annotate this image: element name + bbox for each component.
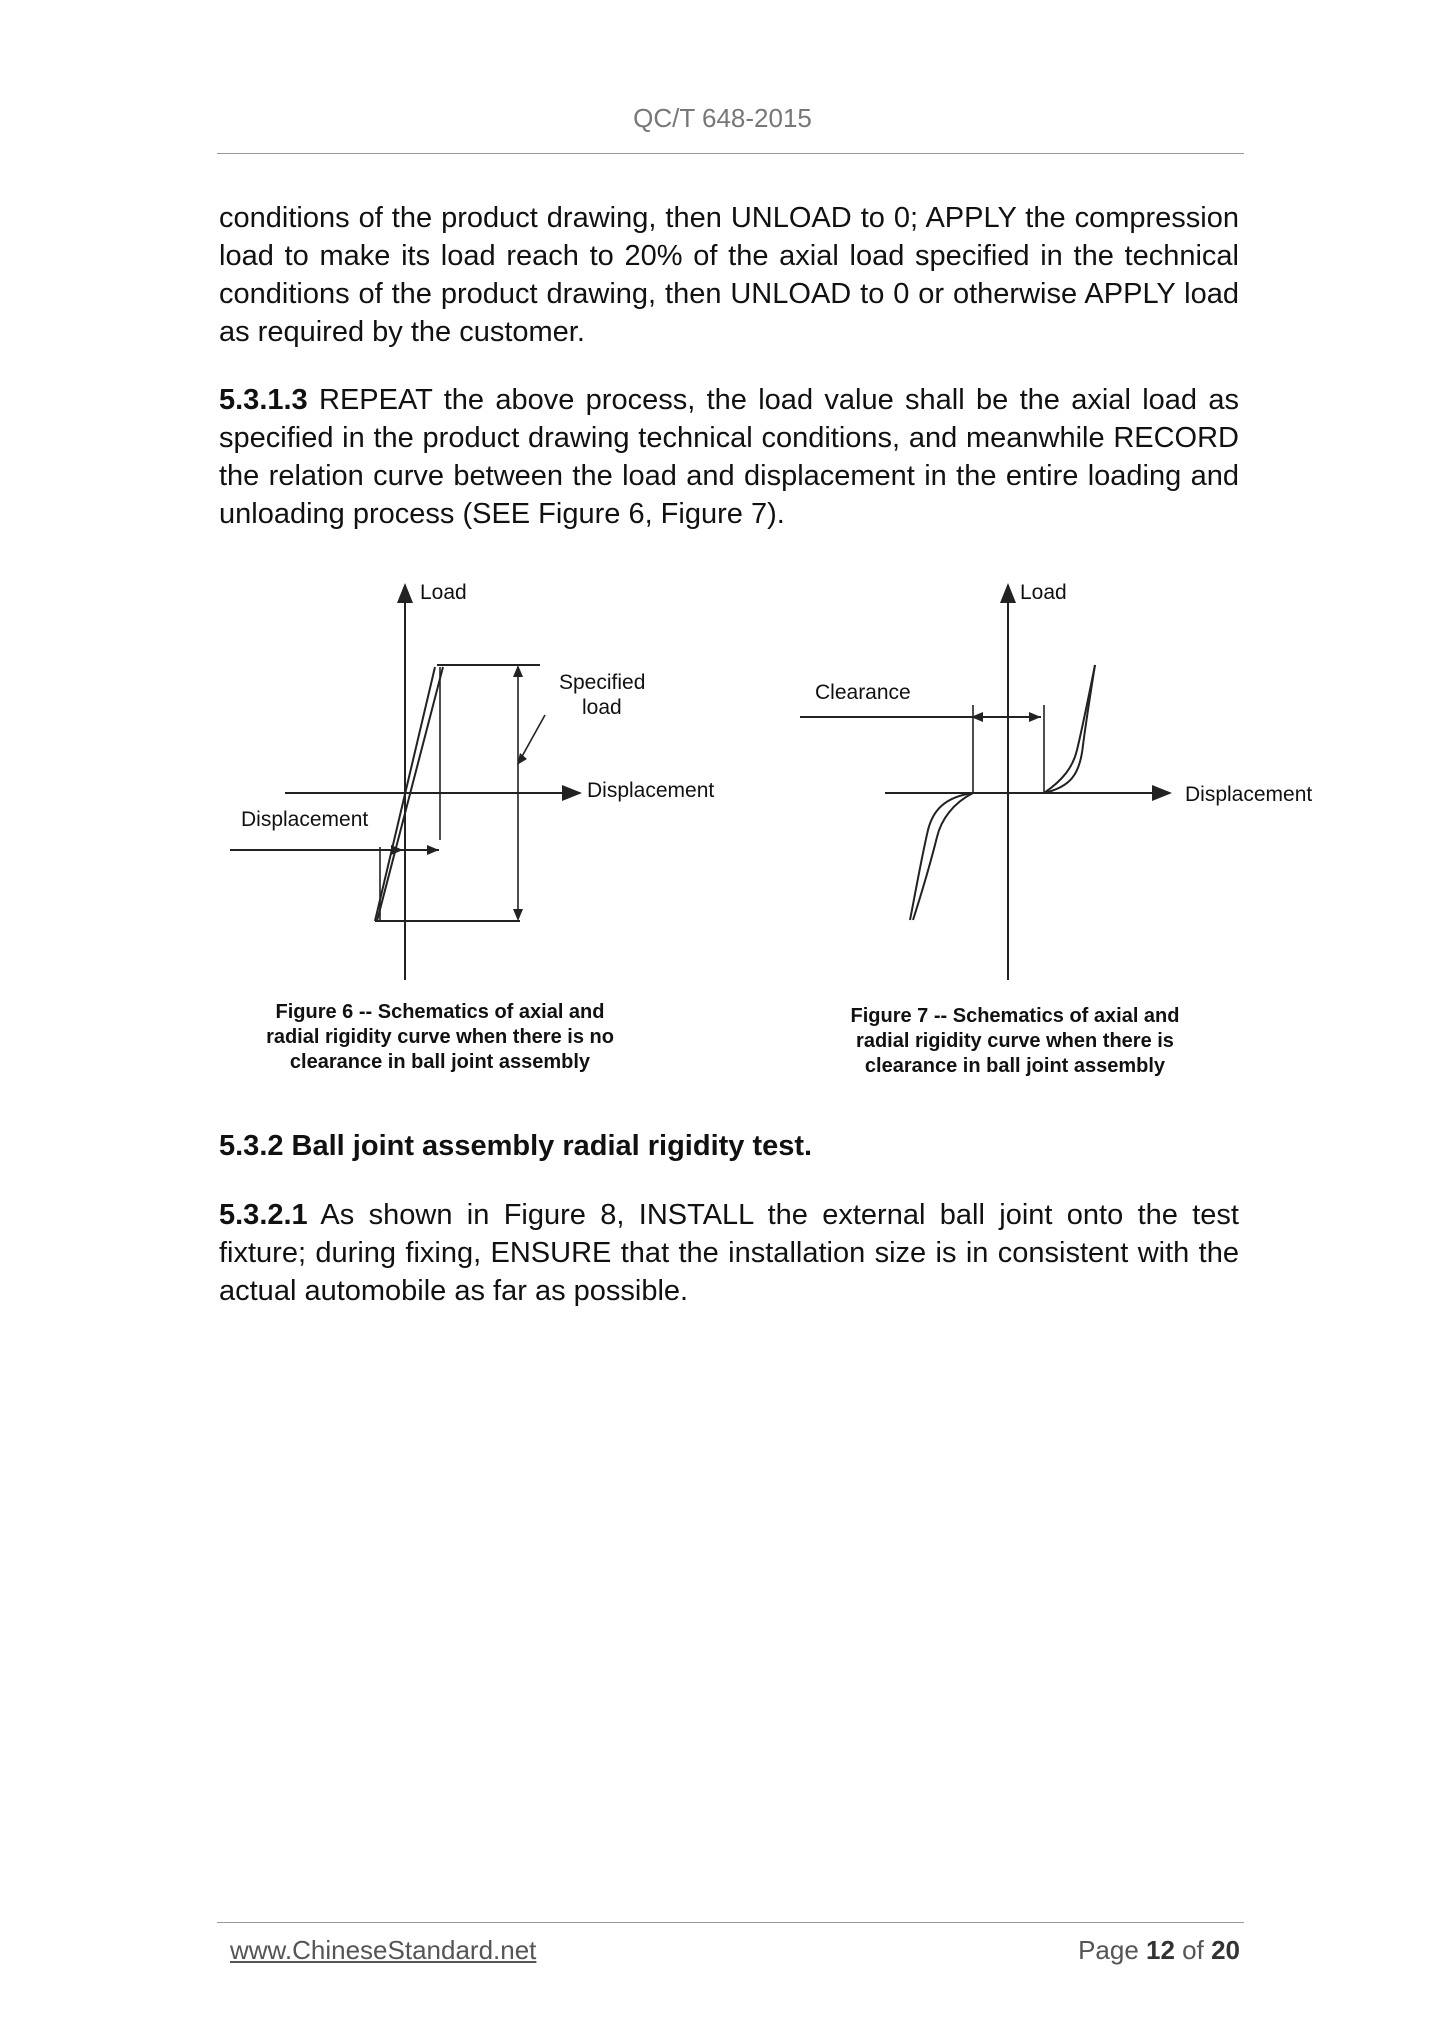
page-number bbox=[1078, 1935, 1240, 1966]
page-total: 20 bbox=[1211, 1935, 1240, 1965]
specified-load-label-line1: Specified bbox=[559, 671, 646, 694]
paragraph-5-3-2-1 bbox=[219, 1196, 1239, 1310]
caption-line: clearance in ball joint assembly bbox=[289, 1051, 591, 1073]
right-loading-curve bbox=[1044, 665, 1095, 793]
clearance-label: Clearance bbox=[815, 681, 911, 704]
paragraph-text: As shown in Figure 8, INSTALL the external ball joint onto the test fixture; during fixing, ENSURE that the installation size is in consistent with the actual automobile as far as possible. bbox=[219, 1199, 1239, 1307]
load-label: Load bbox=[1020, 581, 1067, 604]
displacement-axis-label: Displacement bbox=[1185, 783, 1313, 806]
figure-7-caption bbox=[795, 1004, 1235, 1079]
caption-line: Figure 6 -- Schematics of axial and bbox=[275, 1001, 605, 1023]
figure-7 bbox=[795, 575, 1335, 995]
caption-line: Figure 7 -- Schematics of axial and bbox=[850, 1005, 1180, 1027]
caption-line: clearance in ball joint assembly bbox=[864, 1055, 1166, 1077]
specified-load-label-line2: load bbox=[582, 696, 622, 719]
page-current: 12 bbox=[1146, 1935, 1175, 1965]
specified-load-leader bbox=[520, 715, 545, 760]
header-rule bbox=[217, 153, 1244, 154]
clause-number: 5.3.1.3 bbox=[219, 384, 308, 416]
displacement-left-label: Displacement bbox=[241, 808, 369, 831]
page-prefix: Page bbox=[1078, 1935, 1147, 1965]
displacement-axis-label: Displacement bbox=[587, 779, 715, 802]
load-label: Load bbox=[420, 581, 467, 604]
right-unloading-curve bbox=[1044, 665, 1095, 793]
paragraph-text: conditions of the product drawing, then UNLOAD to 0; APPLY the compression load to make its load reach to 20% of the axial load specified in the technical conditions of the product drawing, then UNLOAD to 0 or otherwise APPLY load as required by the customer. bbox=[219, 202, 1239, 348]
caption-line: radial rigidity curve when there is no bbox=[266, 1026, 614, 1048]
paragraph-text: REPEAT the above process, the load value shall be the axial load as specified in the product drawing technical conditions, and meanwhile RECORD the relation curve between the load and displacement in the entire loading and unloading process (SEE Figure 6, Figure 7). bbox=[219, 384, 1239, 530]
figure-6 bbox=[225, 575, 745, 995]
document-id-header: QC/T 648-2015 bbox=[633, 103, 812, 133]
website-link[interactable]: www.ChineseStandard.net bbox=[230, 1935, 537, 1965]
figure-6-diagram bbox=[225, 575, 745, 990]
footer-rule bbox=[217, 1922, 1244, 1923]
section-heading-5-3-2: 5.3.2 Ball joint assembly radial rigidity test. bbox=[219, 1130, 813, 1162]
page-of: of bbox=[1174, 1935, 1212, 1965]
paragraph-5-3-1-3 bbox=[219, 381, 1239, 533]
figure-6-caption bbox=[225, 1000, 655, 1075]
clause-number: 5.3.2.1 bbox=[219, 1199, 308, 1231]
paragraph-load-conditions bbox=[219, 199, 1239, 351]
figure-7-diagram bbox=[795, 575, 1335, 990]
caption-line: radial rigidity curve when there is bbox=[856, 1030, 1174, 1052]
